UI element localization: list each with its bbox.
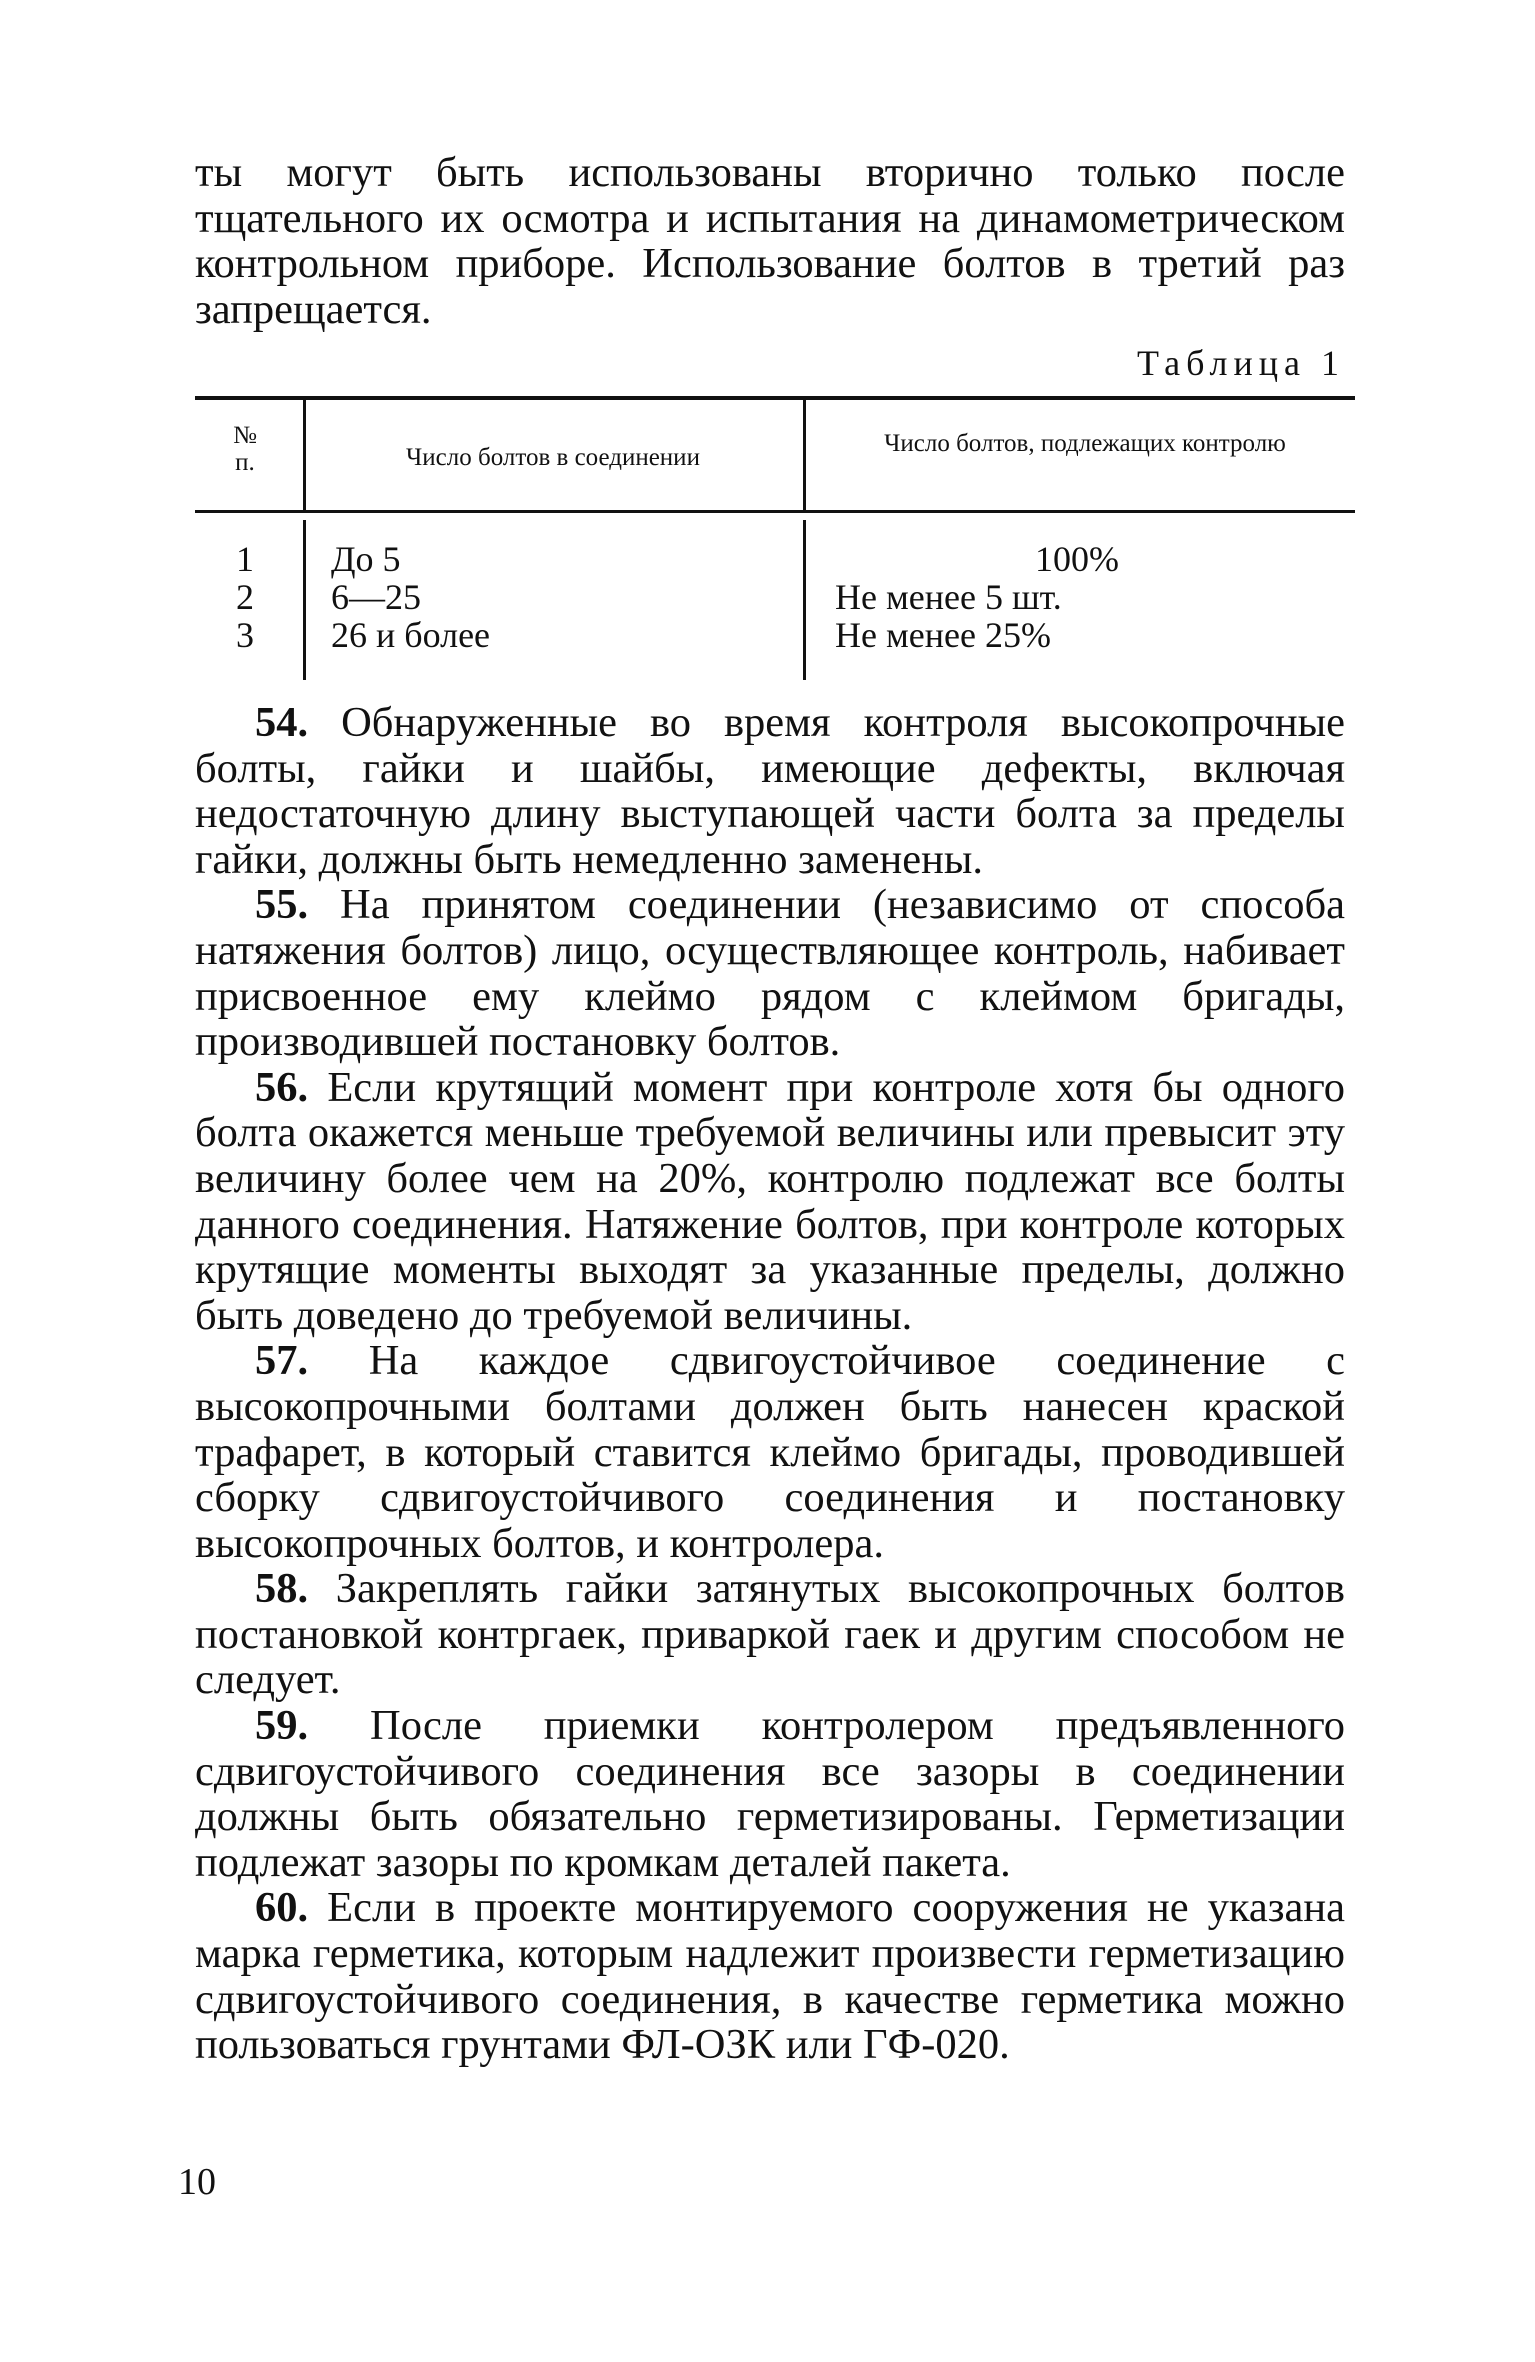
paragraph-number: 54. bbox=[255, 699, 309, 746]
table-cell: Не менее 25% bbox=[835, 615, 1051, 655]
body-text bbox=[195, 700, 1345, 2068]
table-cell: 100% bbox=[1035, 539, 1119, 579]
table-cell: 6—25 bbox=[331, 577, 421, 617]
table-divider bbox=[303, 520, 306, 680]
header-number bbox=[195, 422, 295, 476]
intro-text bbox=[195, 150, 1345, 332]
paragraph-number: 59. bbox=[255, 1702, 309, 1750]
table-caption: Таблица 1 bbox=[1137, 343, 1345, 383]
table-cell: До 5 bbox=[331, 539, 401, 579]
table-divider bbox=[803, 400, 806, 510]
paragraph-text: Закреплять гайки затянутых высокопрочных болтов постановкой контргаек, приваркой гаек и другим способом не следует. bbox=[195, 1565, 1345, 1704]
table-divider bbox=[303, 400, 306, 510]
bolt-control-table bbox=[195, 396, 1355, 680]
paragraph-56 bbox=[195, 1065, 1345, 1339]
paragraph-number: 60. bbox=[255, 1884, 309, 1932]
table-header-divider bbox=[195, 510, 1355, 513]
paragraph-59 bbox=[195, 1703, 1345, 1885]
paragraph-55 bbox=[195, 882, 1345, 1064]
column-bolts-to-control bbox=[835, 540, 1355, 654]
header-bolts-to-control: Число болтов, подлежащих контролю bbox=[884, 430, 1286, 457]
paragraph-60 bbox=[195, 1885, 1345, 2067]
header-number-line2: п. bbox=[235, 449, 255, 476]
table-cell: 26 и более bbox=[331, 615, 491, 655]
column-bolt-count bbox=[331, 540, 791, 654]
table-divider bbox=[803, 520, 806, 680]
paragraph-number: 58. bbox=[255, 1565, 309, 1613]
paragraph-text: После приемки контролером предъявленного сдвигоустойчивого соединения все зазоры в соединении должны быть обязательно герметизированы. Герметизации подлежат зазоры по кромкам деталей пакета. bbox=[195, 1702, 1345, 1886]
page-number: 10 bbox=[178, 2161, 216, 2203]
paragraph-text: На каждое сдвигоустойчивое соединение с высокопрочными болтами должен быть нанесен краской трафарет, в который ставится клеймо бригады, проводившей сборку сдвигоустойчивого соединения и постановку высокопрочных болтов, и контролера. bbox=[195, 1337, 1346, 1567]
paragraph-57 bbox=[195, 1338, 1345, 1566]
paragraph-text: Обнаруженные во время контроля высокопрочные болты, гайки и шайбы, имеющие дефекты, включая недостаточную длину выступающей части болта за пределы гайки, должны быть немедленно заменены. bbox=[195, 699, 1345, 883]
header-bolt-count: Число болтов в соединении bbox=[406, 444, 700, 471]
table-cell: 2 bbox=[236, 577, 254, 617]
table-cell: 1 bbox=[236, 539, 254, 579]
intro-paragraph: ты могут быть использованы вторично только после тщательного их осмотра и испытания на динамометрическом контрольном приборе. Использование болтов в третий раз запрещается. bbox=[195, 149, 1345, 333]
paragraph-number: 56. bbox=[255, 1063, 309, 1111]
paragraph-number: 55. bbox=[255, 881, 309, 929]
table-cell: 3 bbox=[236, 615, 254, 655]
table-cell: Не менее 5 шт. bbox=[835, 577, 1062, 617]
column-numbers bbox=[195, 540, 295, 654]
paragraph-54 bbox=[195, 700, 1345, 882]
paragraph-text: Если крутящий момент при контроле хотя бы одного болта окажется меньше требуемой величины или превысит эту величину более чем на 20%, контролю подлежат все болты данного соединения. Натяжение болтов, при контроле которых крутящие моменты выходят за указанные пределы, должно быть доведено до требуемой величины. bbox=[195, 1063, 1346, 1339]
header-number-line1: № bbox=[233, 422, 257, 449]
paragraph-text: Если в проекте монтируемого сооружения не указана марка герметика, которым надлежит произвести герметизацию сдвигоустойчивого соединения, в качестве герметика можно пользоваться грунтами ФЛ-ОЗК или ГФ-020. bbox=[195, 1884, 1345, 2069]
paragraph-text: На принятом соединении (независимо от способа натяжения болтов) лицо, осуществляющее контроль, набивает присвоенное ему клеймо рядом с клеймом бригады, производившей постановку болтов. bbox=[195, 881, 1345, 1066]
paragraph-number: 57. bbox=[255, 1337, 309, 1385]
paragraph-58 bbox=[195, 1566, 1345, 1703]
